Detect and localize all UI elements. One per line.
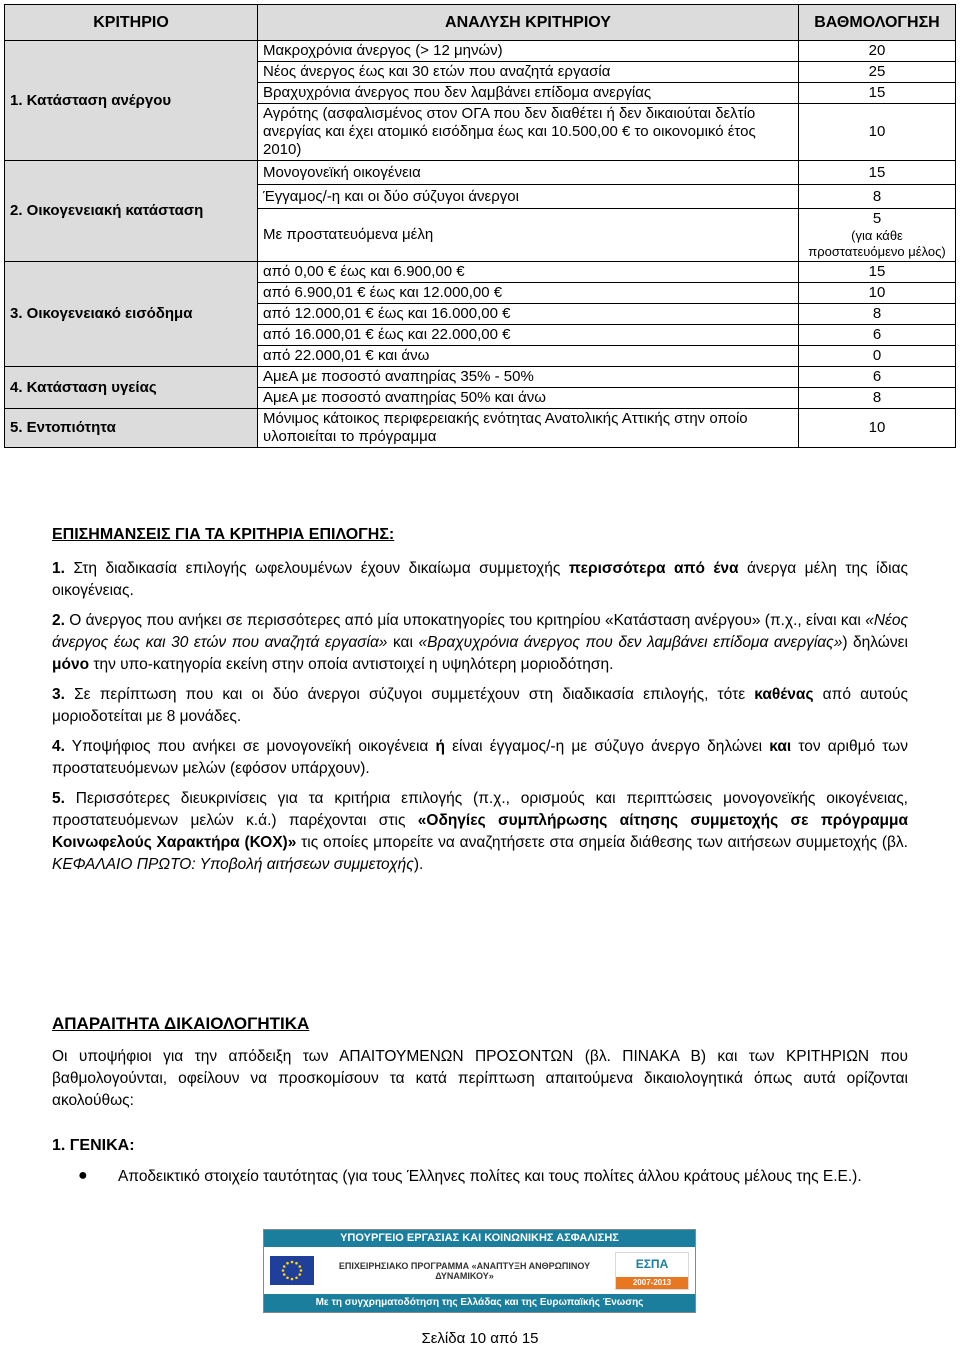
row-desc: Με προστατευόμενα μέλη (258, 209, 799, 262)
criteria-table (4, 4, 956, 448)
row-desc: Νέος άνεργος έως και 30 ετών που αναζητά εργασία (258, 62, 799, 83)
header-score: ΒΑΘΜΟΛΟΓΗΣΗ (799, 5, 956, 41)
criterion-family: 2. Οικογενειακή κατάσταση (5, 161, 258, 262)
row-score: 15 (799, 161, 956, 185)
notes-list (52, 558, 908, 884)
ministry-banner: ΥΠΟΥΡΓΕΙΟ ΕΡΓΑΣΙΑΣ ΚΑΙ ΚΟΙΝΩΝΙΚΗΣ ΑΣΦΑΛΙΣΗΣ (264, 1230, 695, 1247)
program-title: ΕΠΙΧΕΙΡΗΣΙΑΚΟ ΠΡΟΓΡΑΜΜΑ «ΑΝΑΠΤΥΞΗ ΑΝΘΡΩΠΙΝΟΥ ΔΥΝΑΜΙΚΟΥ» (338, 1260, 591, 1281)
row-score: 10 (799, 283, 956, 304)
row-score: 8 (799, 388, 956, 409)
docs-title: ΑΠΑΡΑΙΤΗΤΑ ΔΙΚΑΙΟΛΟΓΗΤΙΚΑ (52, 1014, 310, 1033)
header-criterion: ΚΡΙΤΗΡΙΟ (5, 5, 258, 41)
row-desc: από 0,00 € έως και 6.900,00 € (258, 262, 799, 283)
note-1: 1. Στη διαδικασία επιλογής ωφελουμένων έχουν δικαίωμα συμμετοχής περισσότερα από ένα άνεργα μέλη της ίδιας οικογένειας. (52, 560, 909, 599)
row-score: 25 (799, 62, 956, 83)
row-desc: από 6.900,01 € έως και 12.000,00 € (258, 283, 799, 304)
notes-title: ΕΠΙΣΗΜΑΝΣΕΙΣ ΓΙΑ ΤΑ ΚΡΙΤΗΡΙΑ ΕΠΙΛΟΓΗΣ: (52, 526, 395, 543)
row-desc: Αγρότης (ασφαλισμένος στον ΟΓΑ που δεν διαθέτει ή δεν δικαιούται δελτίο ανεργίας και έχει ατομικό εισόδημα έως και 10.500,00 € το οικονομικό έτος 2010) (258, 104, 799, 161)
row-desc: από 12.000,01 € έως και 16.000,00 € (258, 304, 799, 325)
row-desc: Βραχυχρόνια άνεργος που δεν λαμβάνει επίδομα ανεργίας (258, 83, 799, 104)
row-score: 8 (799, 304, 956, 325)
table-row (5, 367, 956, 388)
row-score: 15 (799, 83, 956, 104)
row-desc: Έγγαμος/-η και οι δύο σύζυγοι άνεργοι (258, 185, 799, 209)
espa-logo (615, 1252, 689, 1290)
row-desc: Μονογονεϊκή οικογένεια (258, 161, 799, 185)
table-row (5, 161, 956, 185)
bullet-icon: ● (78, 1167, 88, 1184)
header-analysis: ΑΝΑΛΥΣΗ ΚΡΙΤΗΡΙΟΥ (258, 5, 799, 41)
note-3: 3. Σε περίπτωση που και οι δύο άνεργοι σύζυγοι συμμετέχουν στη διαδικασία επιλογής, τότε καθένας από αυτούς μοριοδοτείται με 8 μονάδες. (52, 686, 909, 725)
footer-banner (263, 1229, 696, 1313)
docs-intro: Οι υποψήφιοι για την απόδειξη των ΑΠΑΙΤΟΥΜΕΝΩΝ ΠΡΟΣΟΝΤΩΝ (βλ. ΠΙΝΑΚΑ Β) και των ΚΡΙΤΗΡΙΩΝ που βαθμολογούνται, οφείλουν να προσκομίσουν τα κατά περίπτωση απαιτούμενα δικαιολογητικά όπως αυτά ορίζονται ακολούθως: (52, 1048, 908, 1109)
row-score: 0 (799, 346, 956, 367)
row-score-cell (799, 209, 956, 262)
row-score: 20 (799, 41, 956, 62)
bullet-item: Αποδεικτικό στοιχείο ταυτότητας (για τους Έλληνες πολίτες και τους πολίτες άλλου κράτους μέλους της Ε.Ε.). (118, 1168, 862, 1185)
table-header-row (5, 5, 956, 41)
criterion-health: 4. Κατάσταση υγείας (5, 367, 258, 409)
row-score: 6 (799, 325, 956, 346)
score-note: (για κάθε προστατευόμενο μέλος) (808, 228, 946, 259)
note-2: 2. Ο άνεργος που ανήκει σε περισσότερες από μία υποκατηγορίες του κριτηρίου «Κατάσταση ανέργου» (π.χ., είναι και «Νέος άνεργος έως και 30 ετών που αναζητά εργασία» και «Βραχυχρόνια άνεργος που δεν λαμβάνει επίδομα ανεργίας») δηλώνει μόνο την υπο-κατηγορία εκείνη στην οποία αντιστοιχεί η υψηλότερη μοριοδότηση. (52, 612, 909, 673)
row-score: 15 (799, 262, 956, 283)
row-score: 10 (799, 409, 956, 448)
note-5: 5. Περισσότερες διευκρινίσεις για τα κριτήρια επιλογής (π.χ., ορισμούς και περιπτώσεις μονογονεϊκής οικογένειας, προστατευόμενων μελών κ.ά.) παρέχονται στις «Οδηγίες συμπλήρωσης αίτησης συμμετοχής σε πρόγραμμα Κοινωφελούς Χαρακτήρα (ΚΟΧ)» τις οποίες μπορείτε να αναζητήσετε στα σημεία διάθεσης των αιτήσεων συμμετοχής (βλ. ΚΕΦΑΛΑΙΟ ΠΡΩΤΟ: Υποβολή αιτήσεων συμμετοχής). (52, 790, 908, 873)
criterion-income: 3. Οικογενειακό εισόδημα (5, 262, 258, 367)
general-heading: 1. ΓΕΝΙΚΑ: (52, 1137, 135, 1154)
table-row (5, 41, 956, 62)
note-4: 4. Υποψήφιος που ανήκει σε μονογονεϊκή οικογένεια ή είναι έγγαμος/-η με σύζυγο άνεργο δηλώνει και τον αριθμό των προστατευόμενων μελών (εφόσον υπάρχουν). (52, 738, 909, 777)
cofund-banner: Με τη συγχρηματοδότηση της Ελλάδας και της Ευρωπαϊκής Ένωσης (264, 1294, 695, 1312)
row-score: 6 (799, 367, 956, 388)
row-desc: ΑμεΑ με ποσοστό αναπηρίας 35% - 50% (258, 367, 799, 388)
row-desc: Μακροχρόνια άνεργος (> 12 μηνών) (258, 41, 799, 62)
row-score: 5 (872, 210, 882, 227)
row-desc: ΑμεΑ με ποσοστό αναπηρίας 50% και άνω (258, 388, 799, 409)
eu-flag-icon (270, 1256, 314, 1285)
row-desc: από 22.000,01 € και άνω (258, 346, 799, 367)
criterion-locality: 5. Εντοπιότητα (5, 409, 258, 448)
criterion-unemployment: 1. Κατάσταση ανέργου (5, 41, 258, 161)
row-score: 8 (799, 185, 956, 209)
page-number: Σελίδα 10 από 15 (421, 1330, 539, 1347)
row-desc: Μόνιμος κάτοικος περιφερειακής ενότητας Ανατολικής Αττικής στην οποίο υλοποιείται το πρόγραμμα (258, 409, 799, 448)
logos-row (264, 1247, 695, 1294)
table-row (5, 409, 956, 448)
espa-years: 2007-2013 (616, 1277, 688, 1289)
table-row (5, 262, 956, 283)
row-score: 10 (799, 104, 956, 161)
espa-label: ΕΣΠΑ (635, 1256, 669, 1271)
row-desc: από 16.000,01 € έως και 22.000,00 € (258, 325, 799, 346)
